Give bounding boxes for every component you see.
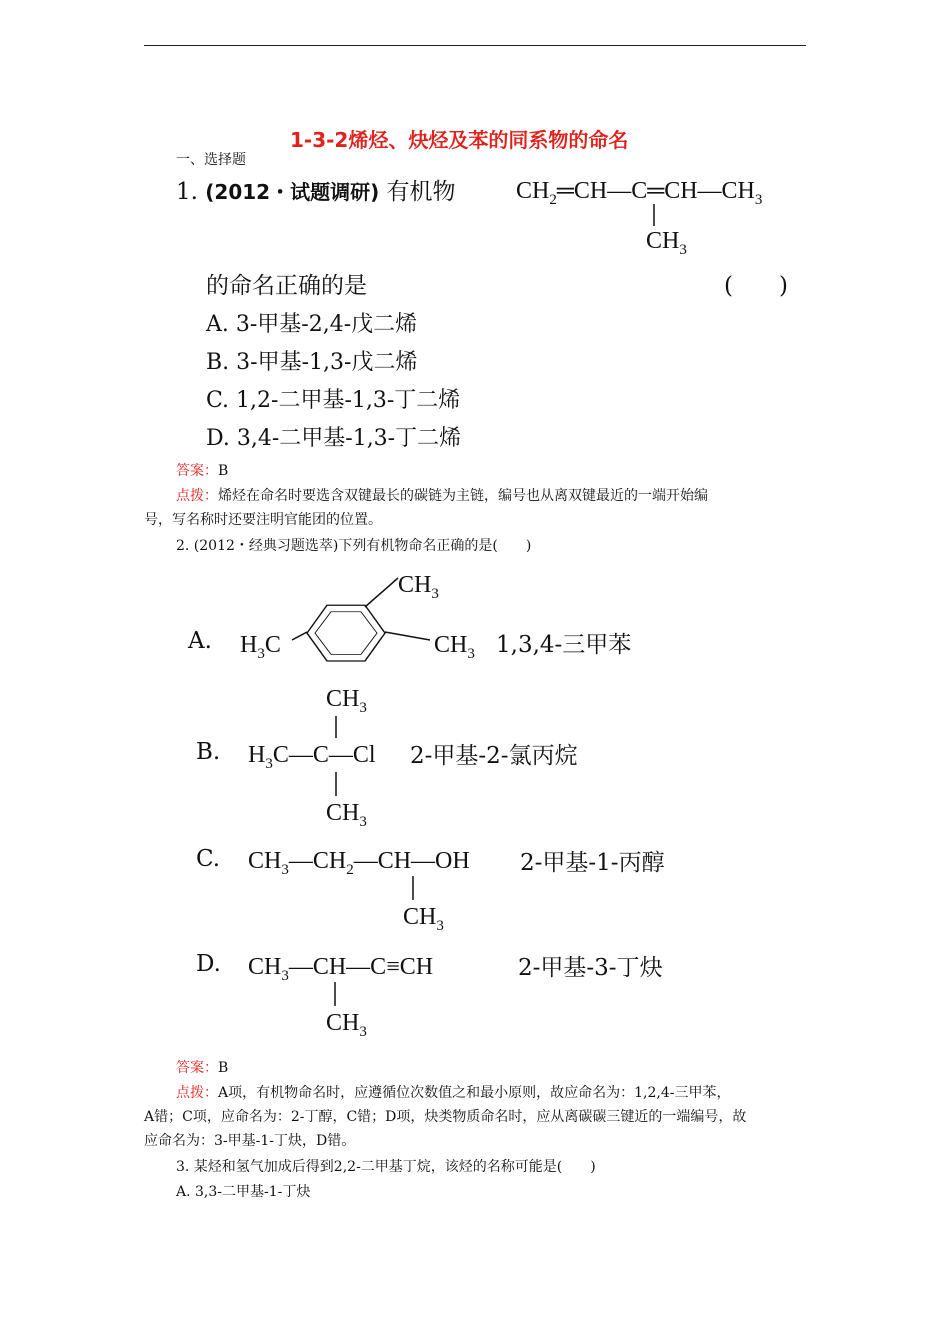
q2a-bond-top — [365, 578, 398, 607]
q2-option-b-name: 2-甲基-2-氯丙烷 — [410, 743, 578, 769]
q2-option-a-name: 1,3,4-三甲苯 — [496, 632, 632, 658]
q3-stem: 3. 某烃和氢气加成后得到2,2-二甲基丁烷，该烃的名称可能是( ) — [176, 1159, 596, 1175]
q1-answer: 答案：B — [176, 463, 229, 479]
q2-option-d-name: 2-甲基-3-丁炔 — [518, 955, 663, 981]
q2-option-b-structure — [240, 680, 420, 830]
q2-option-c-structure — [240, 840, 520, 930]
q2c-main: $CH_3—CH_2—CH—OH$ — [248, 848, 470, 878]
q2d-ch3-bottom: $CH_3$ — [326, 1010, 367, 1038]
q2-answer: 答案：B — [176, 1060, 229, 1076]
q2a-bond-right — [385, 632, 430, 640]
q1-formula-branch: $CH_3$ — [646, 228, 687, 258]
q2-stem: 2. (2012・经典习题选萃)下列有机物命名正确的是( ) — [176, 538, 532, 554]
q2a-h3c: $H_3C$ — [240, 632, 281, 662]
q1-stem-start: 有机物 — [386, 179, 456, 205]
q2-option-a-letter: A. — [188, 628, 212, 654]
q1-source: (2012・试题调研) — [205, 180, 380, 204]
q2a-ring — [307, 605, 385, 661]
q3-option-a: A. 3,3-二甲基-1-丁炔 — [176, 1184, 311, 1200]
q2a-bond-left — [292, 632, 307, 640]
page-title: 1-3-2烯烃、炔烃及苯的同系物的命名 — [290, 128, 629, 152]
q2a-ch3-right: $CH_3$ — [434, 632, 475, 662]
q1-option-b: B. 3-甲基-1,3-戊二烯 — [206, 350, 418, 375]
q1-option-a: A. 3-甲基-2,4-戊二烯 — [206, 312, 418, 337]
q2-option-d-structure — [240, 946, 510, 1038]
q1-stem-end: 的命名正确的是 — [206, 273, 367, 299]
q2-hint-line2: A错；C项，应命名为：2-丁醇，C错；D项，炔类物质命名时，应从离碳碳三键近的一端编号，故 — [144, 1109, 747, 1125]
q2-hint-line1: 点拨：A项，有机物命名时，应遵循位次数值之和最小原则，故应命名为：1,2,4-三甲苯， — [176, 1085, 731, 1101]
q2-option-c-name: 2-甲基-1-丙醇 — [520, 850, 665, 876]
q1-option-c: C. 1,2-二甲基-1,3-丁二烯 — [206, 388, 461, 413]
q2a-ch3-top: $CH_3$ — [398, 572, 439, 602]
q1-hint-line2: 号，写名称时还要注明官能团的位置。 — [144, 512, 382, 528]
section-heading: 一、选择题 — [176, 152, 246, 168]
q1-option-d: D. 3,4-二甲基-1,3-丁二烯 — [206, 426, 462, 451]
q2d-main: $CH_3—CH—C\equiv CH$ — [248, 954, 434, 984]
q2c-ch3-bottom: $CH_3$ — [403, 904, 444, 930]
q2-hint-line3: 应命名为：3-甲基-1-丁炔，D错。 — [144, 1133, 356, 1149]
header-rule — [144, 45, 806, 46]
q2b-ch3-top: $CH_3$ — [326, 686, 367, 716]
q2-option-c-letter: C. — [196, 846, 221, 872]
q2-option-d-letter: D. — [196, 951, 221, 977]
q1-number: 1. (2012・试题调研) 有机物 — [176, 179, 456, 205]
q1-formula-main: $CH_2═CH—C═CH—CH_3$ — [516, 178, 763, 208]
q2b-ch3-bottom: $CH_3$ — [326, 800, 367, 830]
q2-option-b-letter: B. — [196, 739, 221, 765]
q2a-ring-inner — [315, 612, 377, 655]
q1-hint-line1: 点拨：烯烃在命名时要选含双键最长的碳链为主链，编号也从离双键最近的一端开始编 — [176, 488, 708, 504]
q1-structure — [510, 168, 810, 258]
q2b-main: $H_3C—C—Cl$ — [248, 742, 376, 772]
q2-option-a-structure — [230, 560, 690, 680]
q1-answer-paren: ( ) — [724, 273, 788, 299]
